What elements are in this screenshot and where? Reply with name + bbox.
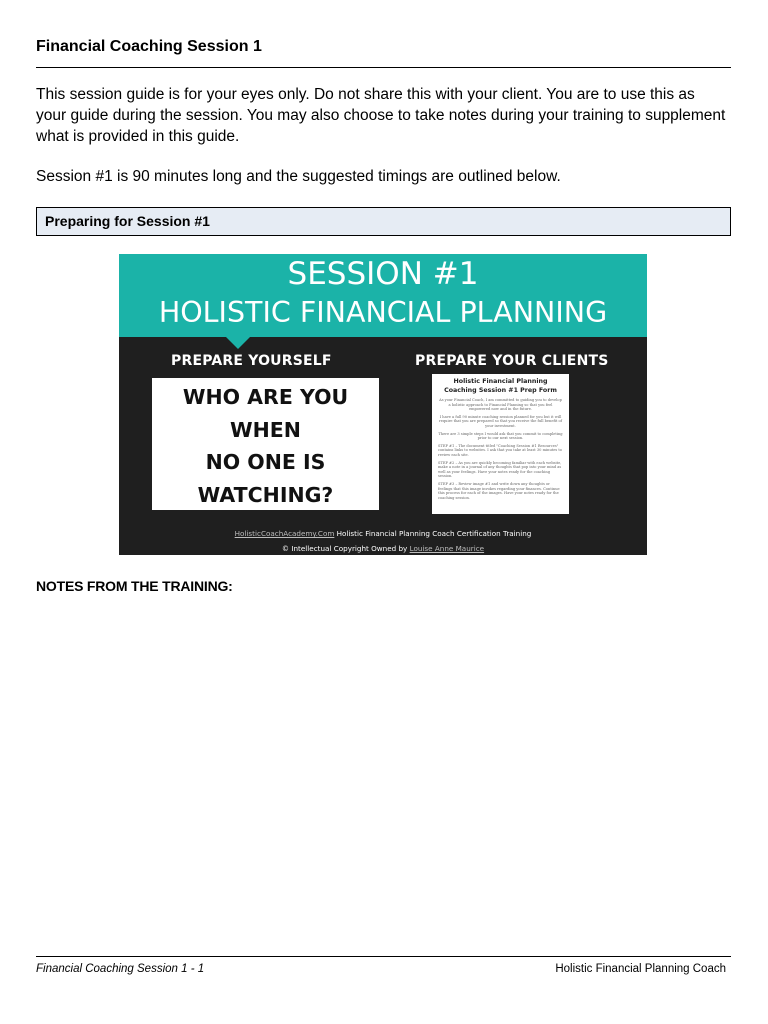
question-line: WHO ARE YOU [182,385,349,409]
question-card [152,378,379,510]
prep-form-paragraph: I have a full 90 minute coaching session planned for you but it will require that you are prepared so that you receive the full benefit of your investment. [439,414,562,428]
question-line: WATCHING? [197,482,334,507]
poster-title-line1: SESSION #1 [287,256,479,292]
poster-pointer-triangle [225,336,251,349]
prep-form-paragraph: There are 3 simple steps I would ask that you commit to completing prior to our next session. [438,431,563,441]
section-heading: Preparing for Session #1 [45,213,210,229]
footer-divider [36,956,731,957]
notes-heading: NOTES FROM THE TRAINING: [36,578,233,594]
prep-form-title-line2: Coaching Session #1 Prep Form [444,387,557,394]
timing-paragraph: Session #1 is 90 minutes long and the suggested timings are outlined below. [36,168,561,185]
prep-form-step: STEP #3 – Review image #1 and write down any thoughts or feelings that this image invokes regarding your finances. Continue this process for each of the images. Have your notes ready for the coaching session. [438,481,560,500]
session-poster-image [119,254,647,555]
prep-form-paragraph: As your Financial Coach, I am committed to guiding you to develop a holistic approach to Financial Planning so that you feel empowered now and in the future. [439,398,562,412]
header-divider [36,67,731,68]
prepare-clients-heading: PREPARE YOUR CLIENTS [415,353,609,369]
copyright-prefix: © Intellectual Copyright Owned by [281,544,410,553]
question-line: NO ONE IS [205,450,326,474]
footer-program-label: Holistic Financial Planning Coach [555,963,726,975]
intro-paragraph: This session guide is for your eyes only. Do not share this with your client. You are to use this as your guide during the session. You may also choose to take notes during your training to supplement what is provided in this guide. [36,86,726,145]
poster-credit-line [119,529,647,538]
program-name: Holistic Financial Planning Coach Certification Training [334,529,532,538]
prep-form-step: STEP #2 – As you are quickly becoming familiar with each website, make a note in a journal of any thoughts that pop into your mind as well as your feelings. Have your notes ready for the coaching session. [438,460,562,479]
academy-link[interactable]: HolisticCoachAcademy.Com [234,529,335,538]
prep-form-title [432,377,569,395]
page-title: Financial Coaching Session 1 [36,38,262,55]
poster-copyright-line [119,544,647,553]
prep-form-title-line1: Holistic Financial Planning [453,378,548,385]
prep-form-step: STEP #1 – The document titled "Coaching Session #1 Resources" contains links to websites. I ask that you take at least 30 minutes to review each site. [438,443,562,457]
section-heading-box [36,207,731,236]
prepare-yourself-heading: PREPARE YOURSELF [171,353,332,369]
owner-link[interactable]: Louise Anne Maurice [409,544,485,553]
footer-page-label: Financial Coaching Session 1 - 1 [36,963,205,975]
question-line: WHEN [230,417,301,442]
prep-form-thumbnail [432,374,569,514]
poster-title-line2: HOLISTIC FINANCIAL PLANNING [158,296,608,329]
